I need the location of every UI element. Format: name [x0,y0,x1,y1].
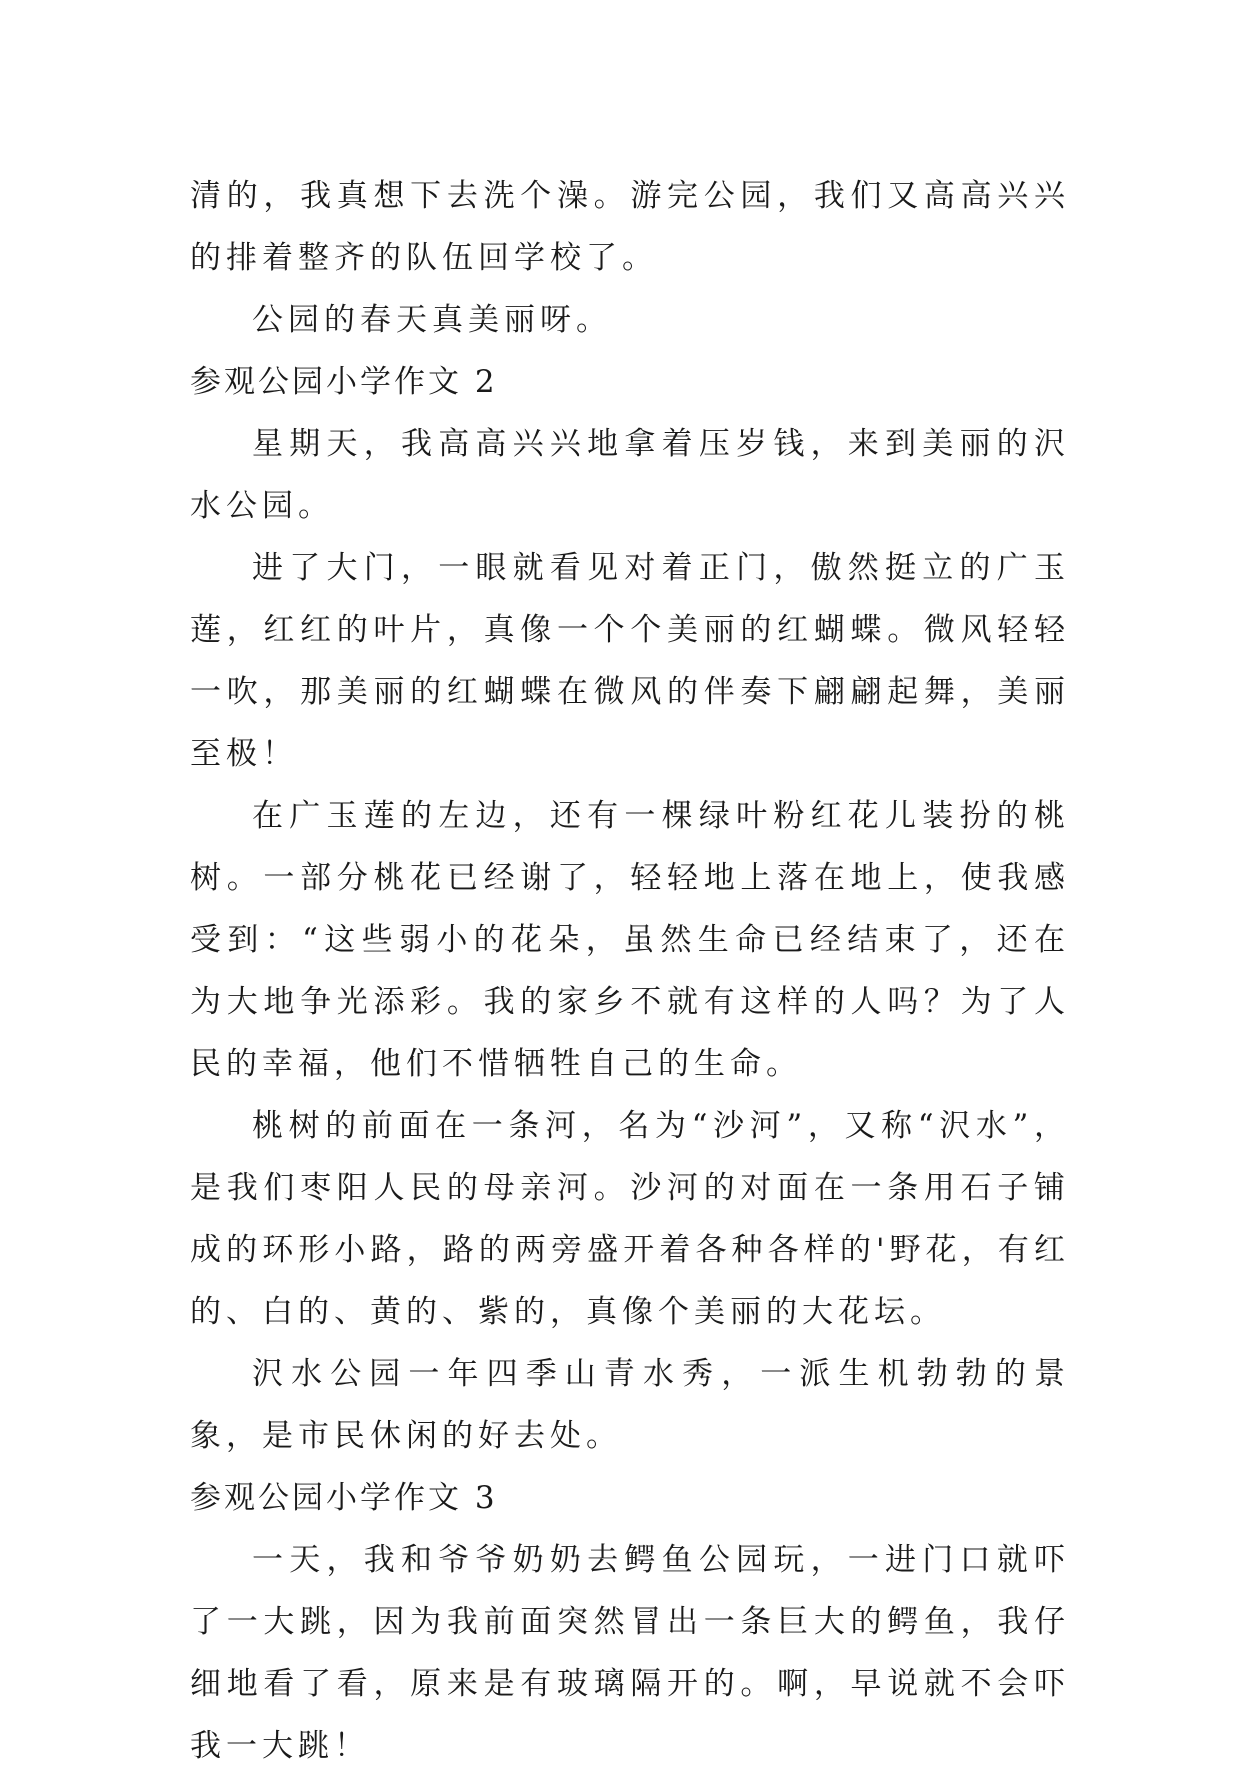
paragraph: 公园的春天真美丽呀。 [252,302,612,338]
section-heading: 参观公园小学作文 3 [190,1480,498,1516]
paragraph: 一天，我和爷爷奶奶去鳄鱼公园玩，一进门口就吓了一大跳，因为我前面突然冒出一条巨大的鳄鱼，我仔细地看了看，原来是有玻璃隔开的。啊，早说就不会吓我一大跳！ [190,1542,1070,1764]
document-page [190,165,1070,1777]
section-heading: 参观公园小学作文 2 [190,364,498,400]
paragraph: 进了大门，一眼就看见对着正门，傲然挺立的广玉莲，红红的叶片，真像一个个美丽的红蝴蝶。微风轻轻一吹，那美丽的红蝴蝶在微风的伴奏下翩翩起舞，美丽至极！ [190,550,1070,772]
paragraph: 在广玉莲的左边，还有一棵绿叶粉红花儿装扮的桃树。一部分桃花已经谢了，轻轻地上落在地上，使我感受到：“这些弱小的花朵，虽然生命已经结束了，还在为大地争光添彩。我的家乡不就有这样的人吗？为了人民的幸福，他们不惜牺牲自己的生命。 [190,798,1070,1082]
paragraph: 星期天，我高高兴兴地拿着压岁钱，来到美丽的沢水公园。 [190,426,1070,524]
paragraph: 清的，我真想下去洗个澡。游完公园，我们又高高兴兴的排着整齐的队伍回学校了。 [190,178,1070,276]
paragraph: 桃树的前面在一条河，名为“沙河”，又称“沢水”，是我们枣阳人民的母亲河。沙河的对面在一条用石子铺成的环形小路，路的两旁盛开着各种各样的'野花，有红的、白的、黄的、紫的，真像个美丽的大花坛。 [190,1108,1070,1330]
paragraph: 沢水公园一年四季山青水秀，一派生机勃勃的景象，是市民休闲的好去处。 [190,1356,1070,1454]
